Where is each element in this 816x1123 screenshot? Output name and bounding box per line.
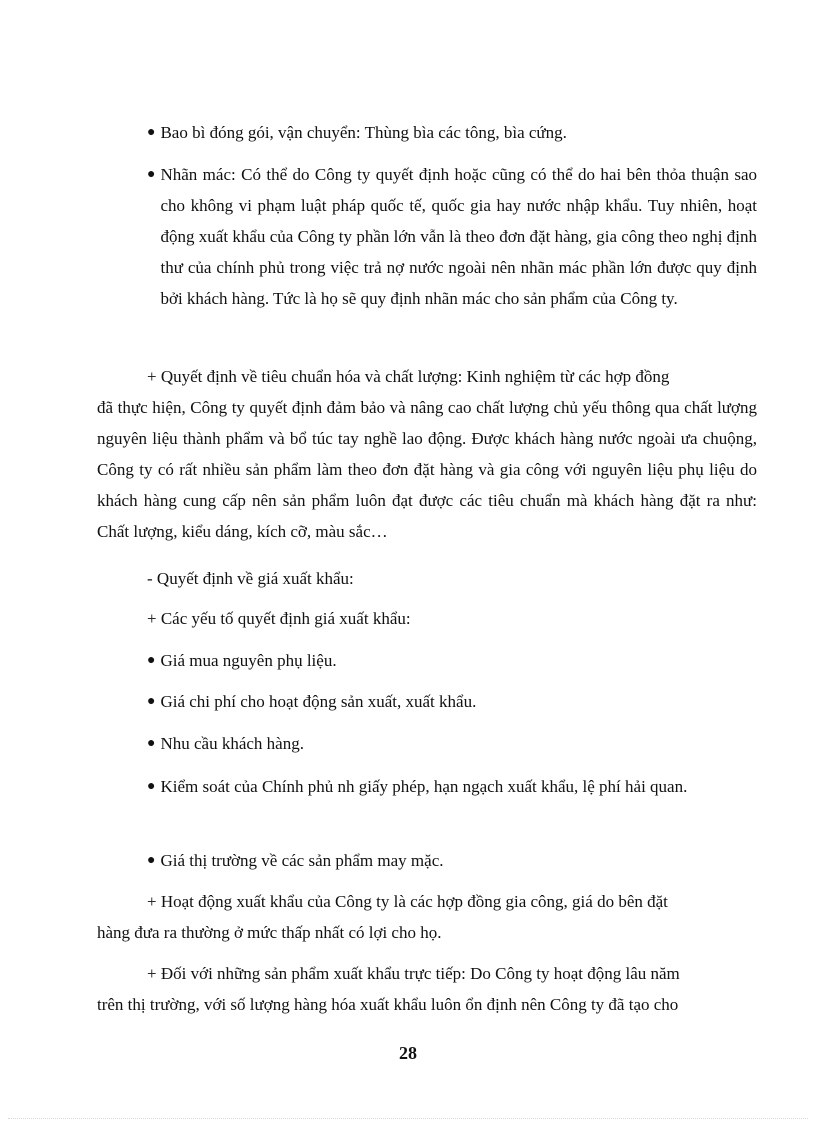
bullet-icon: ●: [147, 653, 156, 668]
paragraph-quality-first-line: [147, 361, 757, 392]
paragraph-customer-demand: [147, 728, 757, 759]
paragraph-text: Nhu cầu khách hàng.: [160, 734, 304, 753]
paragraph-text: Nhãn mác: Có thể do Công ty quyết định hoặc cũng có thể do hai bên thỏa thuận sao cho không vi phạm luật pháp quốc tế, quốc gia hay nước nhập khẩu. Tuy nhiên, hoạt động xuất khẩu của Công ty phần lớn vẫn là theo đơn đặt hàng, gia công theo nghị định thư của chính phủ trong việc trả nợ nước ngoài nên nhãn mác phần lớn được quy định bởi khách hàng. Tức là họ sẽ quy định nhãn mác cho sản phẩm của Công ty.: [160, 165, 757, 308]
bullet-icon: ●: [147, 167, 156, 182]
paragraph-text: trên thị trường, với số lượng hàng hóa xuất khẩu luôn ổn định nên Công ty đã tạo cho: [97, 995, 679, 1014]
paragraph-direct-export-rest: [97, 989, 757, 1020]
bullet-icon: ●: [147, 853, 156, 868]
paragraph-market-price: [147, 845, 757, 876]
paragraph-material-price: [147, 645, 757, 676]
paragraph-direct-export-first-line: [147, 958, 757, 989]
paragraph-quality-rest: [97, 392, 757, 547]
paragraph-text: + Đối với những sản phẩm xuất khẩu trực tiếp: Do Công ty hoạt động lâu năm: [147, 964, 680, 983]
paragraph-production-cost: [147, 686, 757, 717]
paragraph-text: + Quyết định về tiêu chuẩn hóa và chất lượng: Kinh nghiệm từ các hợp đồng: [147, 367, 670, 386]
paragraph-price-heading: [147, 563, 757, 594]
paragraph-packaging: [147, 117, 757, 148]
footer-divider: [8, 1118, 808, 1119]
paragraph-export-contracts-first-line: [147, 886, 757, 917]
page-number: 28: [399, 1043, 417, 1063]
bullet-icon: ●: [147, 779, 156, 794]
paragraph-text: + Hoạt động xuất khẩu của Công ty là các hợp đồng gia công, giá do bên đặt: [147, 892, 668, 911]
paragraph-text: Bao bì đóng gói, vận chuyển: Thùng bìa các tông, bìa cứng.: [160, 123, 567, 142]
paragraph-text: đã thực hiện, Công ty quyết định đảm bảo và nâng cao chất lượng chủ yếu thông qua chất lượng nguyên liệu thành phẩm và bổ túc tay nghề lao động. Được khách hàng nước ngoài ưa chuộng, Công ty có rất nhiều sản phẩm làm theo đơn đặt hàng và gia công với nguyên liệu phụ liệu do khách hàng cung cấp nên sản phẩm luôn đạt được các tiêu chuẩn mà khách hàng đặt ra như: Chất lượng, kiểu dáng, kích cỡ, màu sắc…: [97, 398, 757, 541]
paragraph-text: hàng đưa ra thường ở mức thấp nhất có lợi cho họ.: [97, 923, 442, 942]
paragraph-labels: [147, 159, 757, 314]
bullet-icon: ●: [147, 736, 156, 751]
paragraph-text: Giá mua nguyên phụ liệu.: [160, 651, 337, 670]
paragraph-export-contracts-rest: [97, 917, 757, 948]
paragraph-government-control: [147, 771, 757, 802]
paragraph-text: + Các yếu tố quyết định giá xuất khẩu:: [147, 609, 411, 628]
bullet-icon: ●: [147, 694, 156, 709]
paragraph-text: Kiểm soát của Chính phủ nh giấy phép, hạn ngạch xuất khẩu, lệ phí hải quan.: [160, 777, 688, 796]
paragraph-text: Giá thị trường về các sản phẩm may mặc.: [160, 851, 444, 870]
paragraph-text: Giá chi phí cho hoạt động sản xuất, xuất khẩu.: [160, 692, 477, 711]
paragraph-text: - Quyết định về giá xuất khẩu:: [147, 569, 354, 588]
bullet-icon: ●: [147, 125, 156, 140]
paragraph-price-factors: [147, 603, 757, 634]
